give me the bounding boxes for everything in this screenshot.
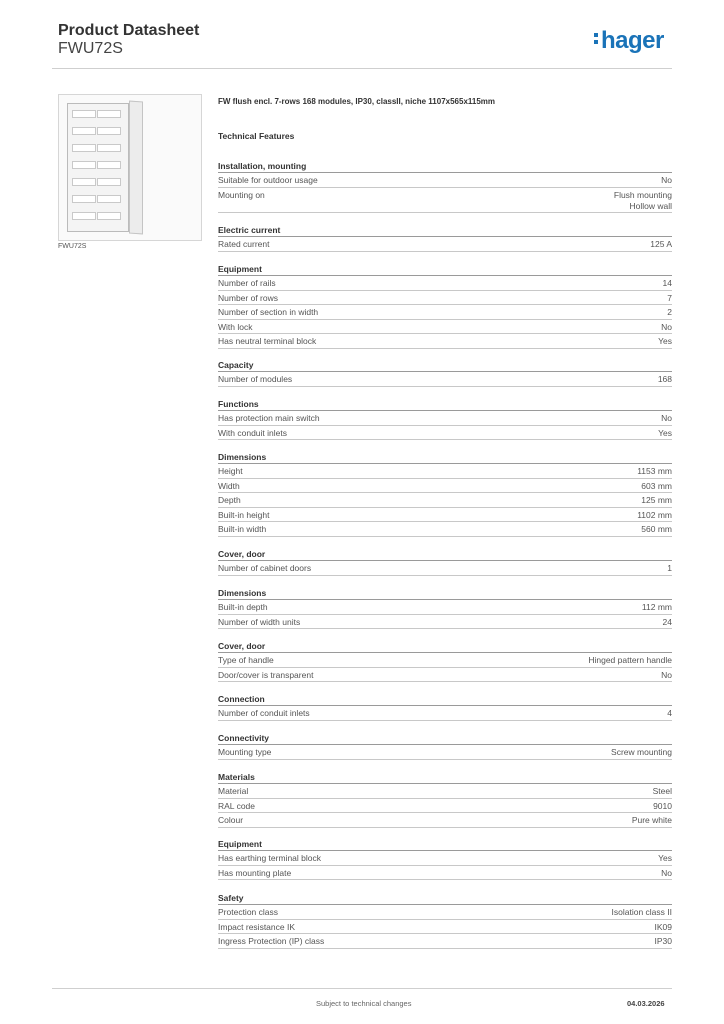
feature-value: 24 [662, 616, 672, 627]
cabinet-row-icon [72, 161, 124, 170]
row-divider [218, 720, 672, 721]
row-divider [218, 319, 672, 320]
section-title: Electric current [218, 225, 281, 235]
section-divider [218, 463, 672, 464]
feature-value: IK09 [654, 921, 672, 932]
section-divider [218, 783, 672, 784]
row-divider [218, 865, 672, 866]
technical-features-heading: Technical Features [218, 131, 295, 141]
section-title: Cover, door [218, 641, 266, 651]
row-divider [218, 667, 672, 668]
cabinet-row-icon [72, 195, 124, 204]
page-title: Product Datasheet [58, 22, 200, 39]
row-divider [218, 492, 672, 493]
feature-value: Yes [658, 336, 672, 347]
row-divider [218, 812, 672, 813]
section-title: Dimensions [218, 588, 267, 598]
product-image [58, 94, 202, 241]
row-divider [218, 212, 672, 213]
feature-value: 112 mm [641, 602, 672, 612]
feature-label: Depth [218, 495, 241, 506]
feature-label: Mounting type [218, 747, 272, 757]
feature-value: IP30 [654, 936, 672, 947]
header-divider [52, 68, 672, 69]
logo-text: hager [601, 27, 664, 54]
section-divider [218, 904, 672, 905]
section-title: Cover, door [218, 549, 266, 559]
feature-label: Type of handle [218, 655, 274, 665]
row-divider [218, 536, 672, 537]
feature-label: With conduit inlets [218, 427, 287, 438]
row-divider [218, 919, 672, 920]
image-caption: FWU72S [58, 243, 87, 250]
row-divider [218, 575, 672, 576]
feature-value: Hinged pattern handle [588, 655, 672, 665]
feature-label: Colour [218, 815, 244, 826]
feature-value: 125 mm [641, 495, 672, 506]
row-divider [218, 333, 672, 334]
product-description: FW flush encl. 7-rows 168 modules, IP30, classII, niche 1107x565x115mm [218, 97, 496, 106]
row-divider [218, 933, 672, 934]
section-divider [218, 236, 672, 237]
section-title: Functions [218, 399, 259, 409]
feature-value: No [661, 175, 672, 185]
cabinet-door-icon [129, 101, 143, 235]
row-divider [218, 386, 672, 387]
section-divider [218, 560, 672, 561]
feature-value: 125 A [650, 239, 672, 249]
feature-value: Flush mounting [613, 189, 672, 200]
cabinet-row-icon [72, 144, 124, 153]
feature-value: Yes [658, 427, 672, 438]
cabinet-row-icon [72, 127, 124, 136]
feature-value: 168 [657, 374, 672, 384]
feature-label: RAL code [218, 800, 256, 811]
section-title: Safety [218, 893, 244, 903]
section-divider [218, 410, 672, 411]
section-divider [218, 652, 672, 653]
row-divider [218, 439, 672, 440]
row-divider [218, 425, 672, 426]
feature-label: Width [218, 480, 240, 491]
feature-label: Number of conduit inlets [218, 708, 310, 718]
section-divider [218, 705, 672, 706]
feature-label: Material [218, 786, 249, 796]
feature-label: Has earthing terminal block [218, 853, 321, 863]
feature-value: 7 [667, 292, 672, 303]
feature-label: Door/cover is transparent [218, 669, 314, 680]
feature-label: Number of cabinet doors [218, 563, 312, 573]
row-divider [218, 879, 672, 880]
cabinet-row-icon [72, 110, 124, 119]
row-divider [218, 759, 672, 760]
row-divider [218, 827, 672, 828]
row-divider [218, 681, 672, 682]
section-divider [218, 275, 672, 276]
feature-value: No [661, 413, 672, 423]
feature-label: Number of modules [218, 374, 293, 384]
feature-label: Suitable for outdoor usage [218, 175, 318, 185]
row-divider [218, 948, 672, 949]
feature-label: With lock [218, 321, 253, 332]
feature-label: Has neutral terminal block [218, 336, 317, 347]
feature-value: Hollow wall [629, 200, 672, 211]
footer-note: Subject to technical changes [316, 999, 412, 1008]
section-divider [218, 744, 672, 745]
row-divider [218, 290, 672, 291]
feature-label: Ingress Protection (IP) class [218, 936, 325, 947]
section-title: Dimensions [218, 452, 267, 462]
logo-dots-icon [594, 33, 600, 47]
feature-value: 2 [667, 307, 672, 318]
feature-value: 603 mm [641, 480, 672, 491]
section-title: Connectivity [218, 733, 270, 743]
row-divider [218, 521, 672, 522]
cabinet-body-icon [67, 103, 129, 232]
feature-label: Number of section in width [218, 307, 319, 318]
row-divider [218, 187, 672, 188]
section-title: Equipment [218, 839, 262, 849]
section-title: Equipment [218, 264, 262, 274]
feature-value: Pure white [631, 815, 672, 826]
feature-label: Has mounting plate [218, 867, 292, 878]
section-divider [218, 172, 672, 173]
section-divider [218, 850, 672, 851]
section-title: Installation, mounting [218, 161, 307, 171]
feature-label: Number of rails [218, 278, 276, 288]
feature-label: Rated current [218, 239, 270, 249]
feature-value: 560 mm [641, 524, 672, 535]
cabinet-row-icon [72, 212, 124, 221]
feature-value: 9010 [653, 800, 672, 811]
row-divider [218, 798, 672, 799]
row-divider [218, 478, 672, 479]
section-title: Connection [218, 694, 265, 704]
feature-label: Impact resistance IK [218, 921, 296, 932]
row-divider [218, 348, 672, 349]
feature-value: 14 [662, 278, 672, 288]
section-divider [218, 371, 672, 372]
cabinet-row-icon [72, 178, 124, 187]
footer-divider [52, 988, 672, 989]
feature-label: Mounting on [218, 189, 265, 200]
feature-value: Screw mounting [611, 747, 672, 757]
feature-value: 1102 mm [637, 509, 672, 520]
brand-logo [594, 27, 664, 55]
feature-label: Number of rows [218, 292, 278, 303]
feature-value: No [661, 321, 672, 332]
feature-value: No [661, 669, 672, 680]
row-divider [218, 614, 672, 615]
feature-value: Isolation class II [611, 907, 672, 917]
feature-value: No [661, 867, 672, 878]
feature-label: Has protection main switch [218, 413, 320, 423]
feature-value: Steel [652, 786, 672, 796]
section-divider [218, 599, 672, 600]
feature-label: Height [218, 466, 243, 476]
row-divider [218, 507, 672, 508]
product-code: FWU72S [58, 40, 123, 57]
feature-label: Protection class [218, 907, 278, 917]
feature-value: 1 [667, 563, 672, 573]
row-divider [218, 251, 672, 252]
feature-label: Built-in height [218, 509, 270, 520]
row-divider [218, 628, 672, 629]
row-divider [218, 304, 672, 305]
feature-label: Number of width units [218, 616, 301, 627]
footer-date: 04.03.2026 [627, 999, 665, 1008]
feature-value: 1153 mm [637, 466, 672, 476]
section-title: Capacity [218, 360, 254, 370]
feature-value: Yes [658, 853, 672, 863]
section-title: Materials [218, 772, 255, 782]
feature-label: Built-in depth [218, 602, 268, 612]
feature-value: 4 [667, 708, 672, 718]
feature-label: Built-in width [218, 524, 267, 535]
